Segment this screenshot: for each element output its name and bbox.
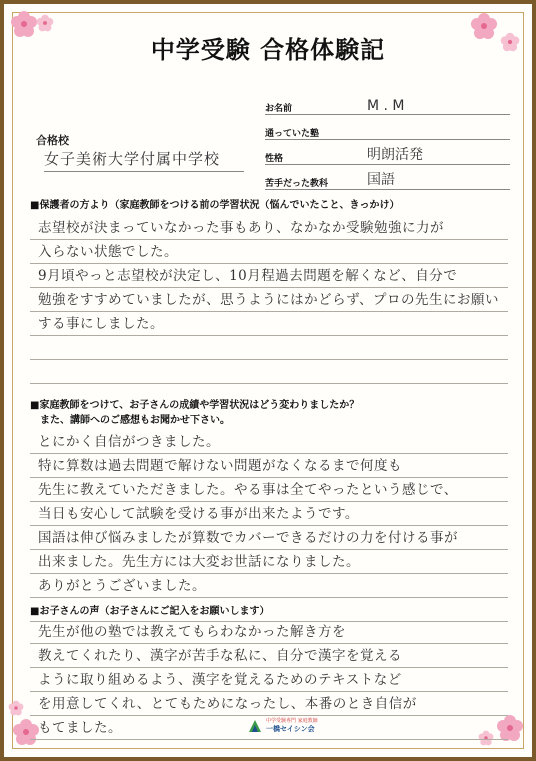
section1-heading: ■保護者の方より（家庭教師をつける前の学習状況（悩んでいたこと、きっかけ） <box>30 200 400 211</box>
handwritten-line: ありがとうございました。 <box>30 574 508 598</box>
handwritten-line <box>30 360 508 384</box>
handwritten-line <box>30 336 508 360</box>
section2-heading-line1: ■家庭教師をつけて、お子さんの成績や学習状況はどう変わりましたか？ <box>30 400 360 411</box>
handwritten-line: 先生に教えていただきました。やる事は全てやったという感じで、 <box>30 478 508 502</box>
handwritten-line: 入らない状態でした。 <box>30 240 508 264</box>
handwritten-line: 国語は伸び悩みましたが算数でカバーできるだけの力を付ける事が <box>30 526 508 550</box>
section2-heading-line2: また、講師へのご感想もお聞かせ下さい。 <box>40 415 230 426</box>
name-value: M . M <box>367 98 405 114</box>
personality-value: 明朗活発 <box>367 147 423 163</box>
handwritten-line: 先生が他の塾では教えてもらわなかった解き方を <box>30 620 508 644</box>
weak-subject-value: 国語 <box>367 172 395 188</box>
flower-icon <box>8 700 24 716</box>
handwritten-line: 出来ました。先生方には大変お世話になりました。 <box>30 550 508 574</box>
handwritten-line: ように取り組めるよう、漢字を覚えるためのテキストなど <box>30 668 508 692</box>
handwritten-line: 9月頃やっと志望校が決定し、10月程過去問題を解くなど、自分で <box>30 264 508 288</box>
passed-school-value: 女子美術大学付属中学校 <box>44 148 244 172</box>
logo-name: 一橋セイシン会 <box>266 725 315 733</box>
profile-block <box>265 92 510 192</box>
cram-school-label: 通っていた塾 <box>265 129 320 139</box>
name-label: お名前 <box>265 104 293 114</box>
profile-row-school <box>265 117 510 140</box>
handwritten-line: 勉強をすすめていましたが、思うようにはかどらず、プロの先生にお願い <box>30 288 508 312</box>
weak-subject-label: 苦手だった教科 <box>265 179 329 189</box>
passed-school-label: 合格校 <box>36 134 69 147</box>
logo-tagline: 中学受験専門 家庭教師 <box>266 718 318 724</box>
company-logo <box>248 717 318 734</box>
handwritten-line: 教えてくれたり、漢字が苦手な私に、自分で漢字を覚える <box>30 644 508 668</box>
handwritten-line: する事にしました。 <box>30 312 508 336</box>
personality-label: 性格 <box>265 154 284 164</box>
logo-text <box>266 717 318 734</box>
section3-heading: ■お子さんの声（お子さんにご記入をお願いします） <box>30 606 270 617</box>
handwritten-line: を用意してくれ、とてもためになったし、本番のとき自信が <box>30 692 508 716</box>
section2-heading <box>30 398 359 428</box>
profile-row-weak-subject <box>265 167 510 190</box>
handwritten-line: 特に算数は過去問題で解けない問題がなくなるまで何度も <box>30 454 508 478</box>
handwritten-line: 志望校が決まっていなかった事もあり、なかなか受験勉強に力が <box>30 216 508 240</box>
page-title: 中学受験 合格体験記 <box>150 36 386 64</box>
handwritten-line: もてました。 <box>30 716 508 740</box>
handwritten-line: 当日も安心して試験を受ける事が出来たようです。 <box>30 502 508 526</box>
profile-row-personality <box>265 142 510 165</box>
handwritten-line: とにかく自信がつきました。 <box>30 430 508 454</box>
profile-row-name <box>265 92 510 115</box>
section1-lines <box>30 216 508 384</box>
section2-lines <box>30 430 508 622</box>
logo-mark-icon <box>248 719 262 733</box>
